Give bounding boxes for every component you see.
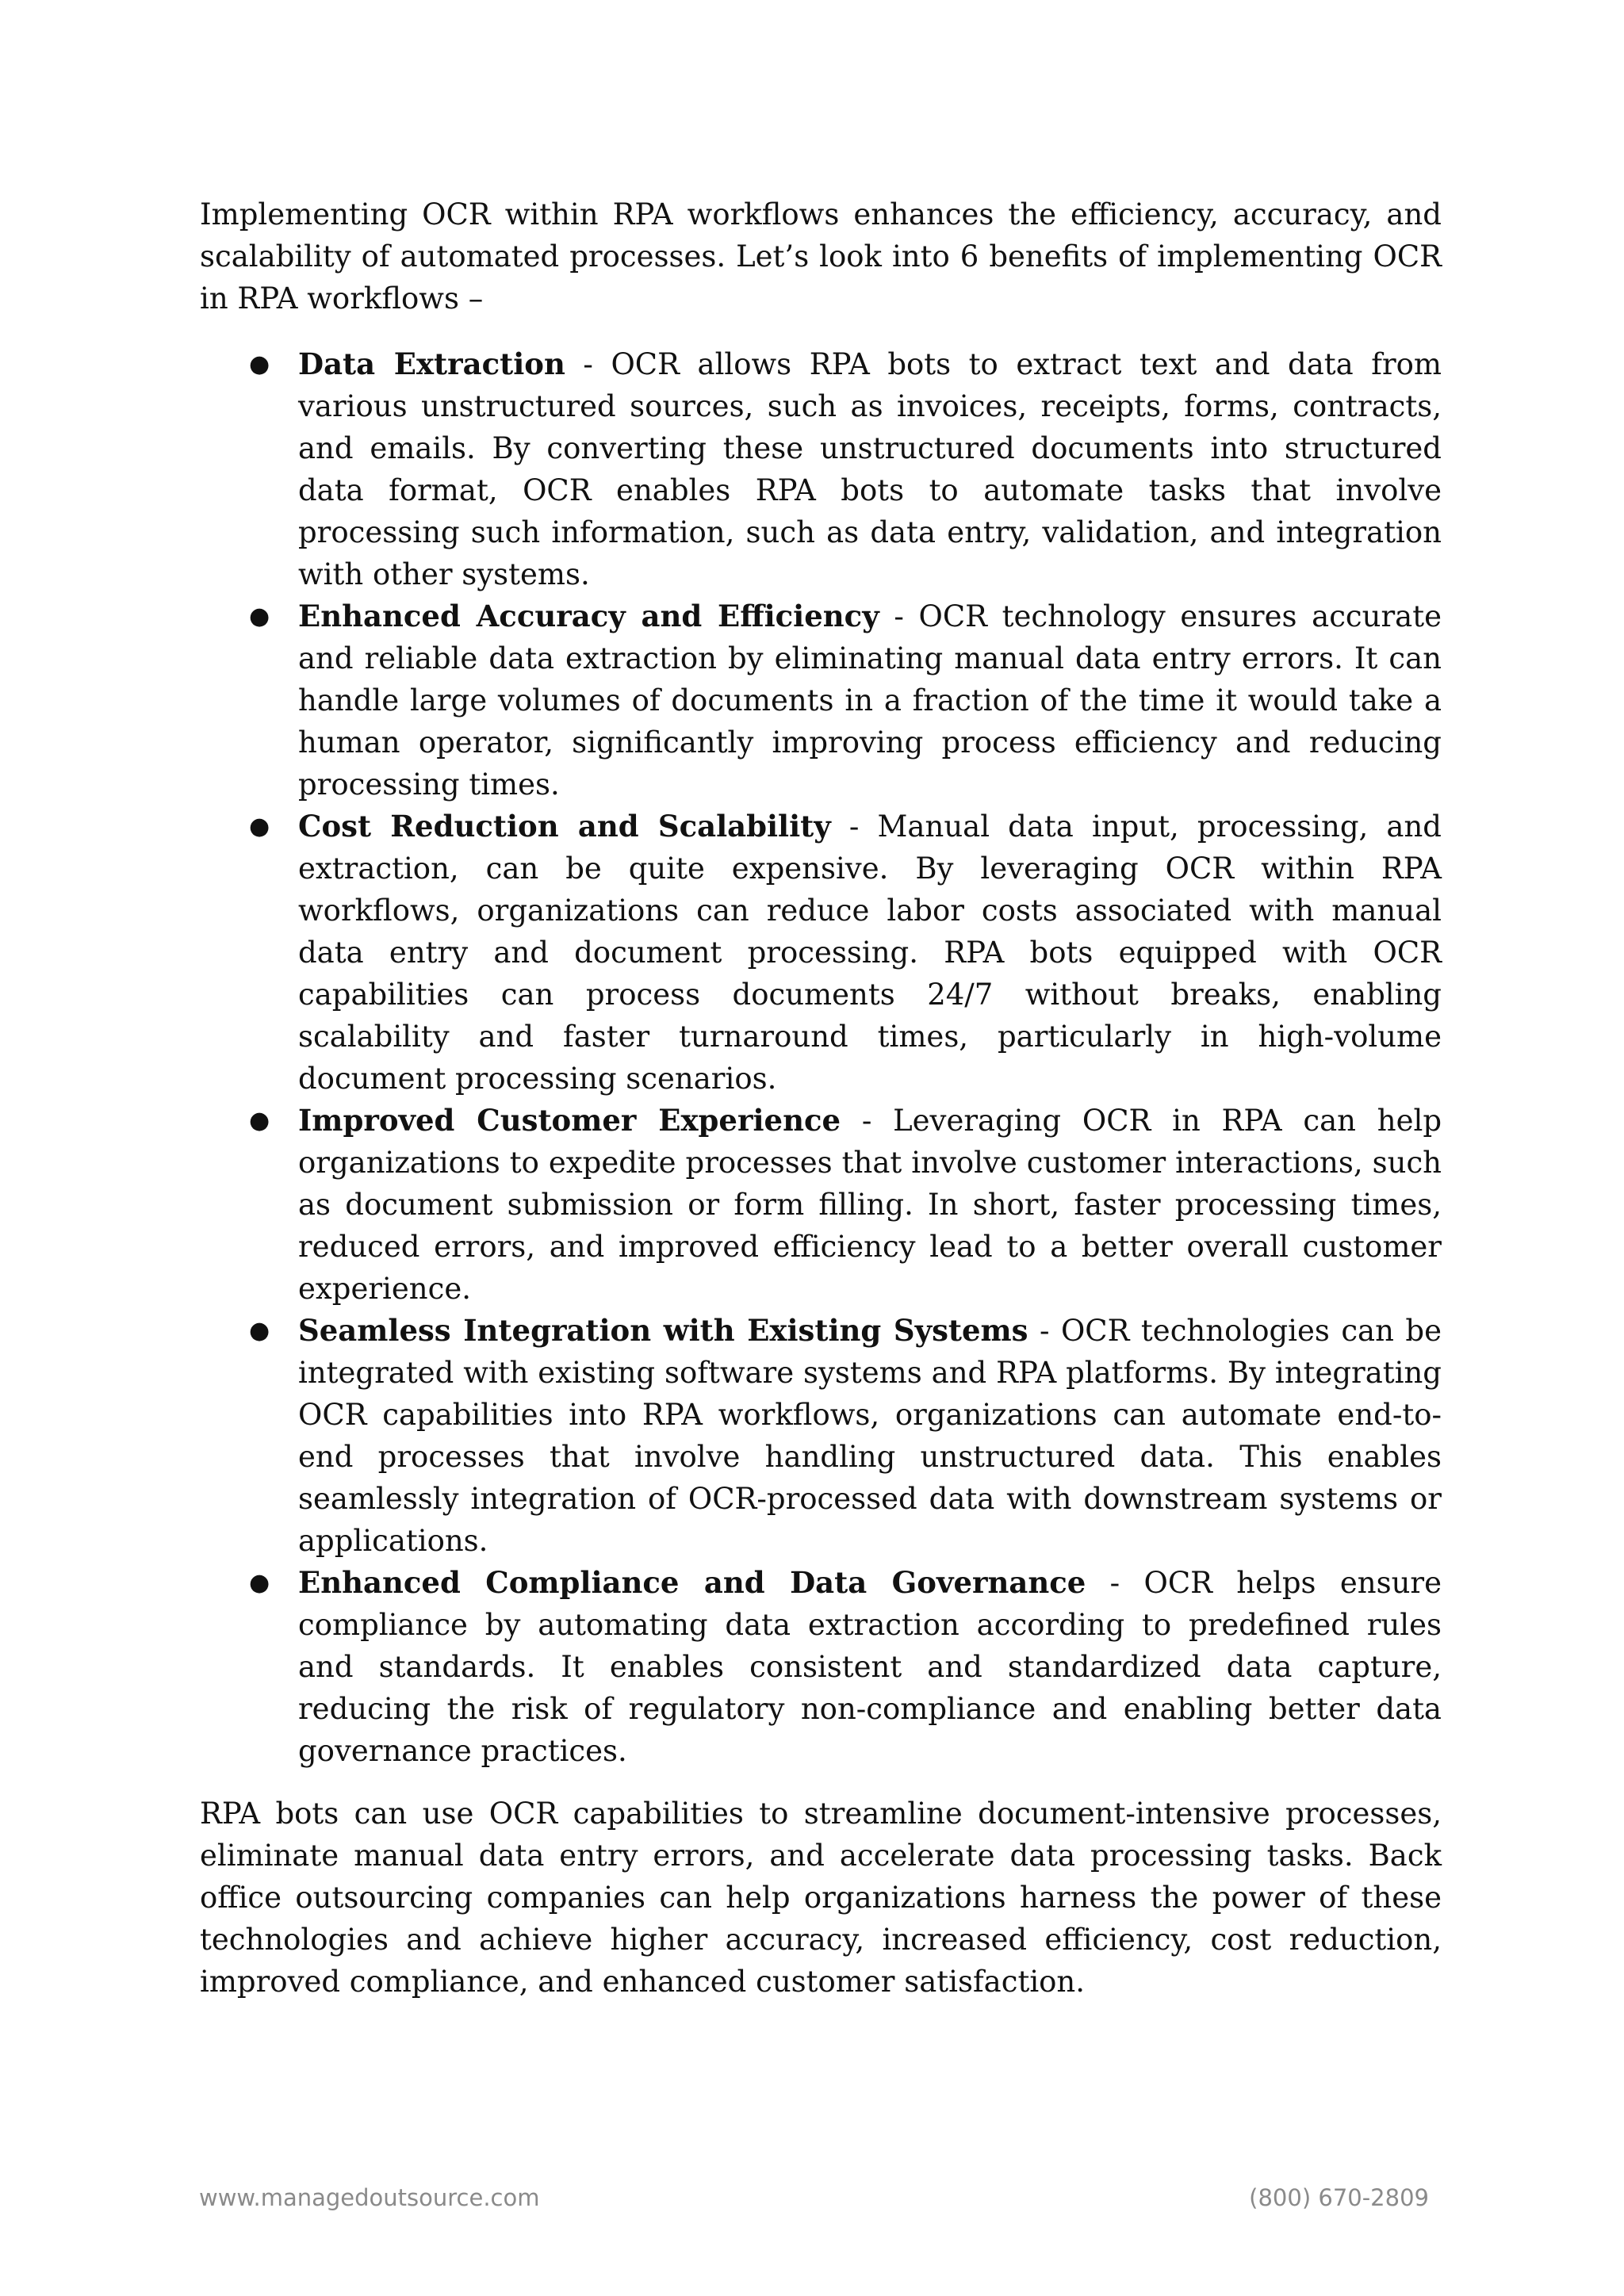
benefit-text: - OCR technology ensures accurate and reliable data extraction by eliminating manual data entry errors. It can handle large volumes of documents in a fraction of the time it would take a human operator, significantly improving process efficiency and reducing processing times. xyxy=(298,599,1442,802)
bullet-icon: ● xyxy=(249,350,270,378)
bullet-icon: ● xyxy=(249,603,270,630)
footer-website: www.managedoutsource.com xyxy=(199,2184,540,2211)
list-item xyxy=(200,595,1442,806)
list-item xyxy=(200,1310,1442,1562)
conclusion-paragraph: RPA bots can use OCR capabilities to streamline document-intensive processes, eliminate manual data entry errors, and accelerate data processing tasks. Back office outsourcing companies can help organizations harness the power of these technologies and achieve higher accuracy, increased efficiency, cost reduction, improved compliance, and enhanced customer satisfaction. xyxy=(200,1797,1442,1999)
bullet-icon: ● xyxy=(249,1569,270,1597)
list-item xyxy=(200,1100,1442,1310)
intro-paragraph: Implementing OCR within RPA workflows enhances the efficiency, accuracy, and scalability of automated processes. Let’s look into 6 benefits of implementing OCR in RPA workflows – xyxy=(200,197,1442,316)
benefit-title: Enhanced Compliance and Data Governance xyxy=(298,1565,1086,1600)
benefits-list xyxy=(200,343,1442,1772)
body-content xyxy=(200,193,1442,2003)
footer-phone: (800) 670-2809 xyxy=(1249,2184,1429,2211)
benefit-text: - Manual data input, processing, and extraction, can be quite expensive. By leveraging OCR within RPA workflows, organizations can reduce labor costs associated with manual data entry and document processing. RPA bots equipped with OCR capabilities can process documents 24/7 without breaks, enabling scalability and faster turnaround times, particularly in high-volume document processing scenarios. xyxy=(298,809,1442,1096)
bullet-icon: ● xyxy=(249,813,270,840)
list-item xyxy=(200,806,1442,1100)
benefit-title: Seamless Integration with Existing Systems xyxy=(298,1313,1028,1348)
benefit-title: Cost Reduction and Scalability xyxy=(298,809,831,844)
benefit-text: - OCR helps ensure compliance by automating data extraction according to predefined rules and standards. It enables consistent and standardized data capture, reducing the risk of regulatory non-compliance and enabling better data governance practices. xyxy=(298,1566,1442,1768)
bullet-icon: ● xyxy=(249,1107,270,1135)
benefit-text: - Leveraging OCR in RPA can help organizations to expedite processes that involve customer interactions, such as document submission or form filling. In short, faster processing times, reduced errors, and improved efficiency lead to a better overall customer experience. xyxy=(298,1104,1442,1306)
benefit-text: - OCR technologies can be integrated with existing software systems and RPA platforms. By integrating OCR capabilities into RPA workflows, organizations can automate end-to-end processes that involve handling unstructured data. This enables seamlessly integration of OCR-processed data with downstream systems or applications. xyxy=(298,1314,1442,1558)
list-item xyxy=(200,1562,1442,1772)
benefit-text: - OCR allows RPA bots to extract text and data from various unstructured sources, such as invoices, receipts, forms, contracts, and emails. By converting these unstructured documents into structured data format, OCR enables RPA bots to automate tasks that involve processing such information, such as data entry, validation, and integration with other systems. xyxy=(298,347,1442,591)
list-item xyxy=(200,343,1442,595)
benefit-title: Enhanced Accuracy and Efficiency xyxy=(298,599,879,633)
benefit-title: Improved Customer Experience xyxy=(298,1103,841,1138)
bullet-icon: ● xyxy=(249,1317,270,1345)
benefit-title: Data Extraction xyxy=(298,346,565,381)
